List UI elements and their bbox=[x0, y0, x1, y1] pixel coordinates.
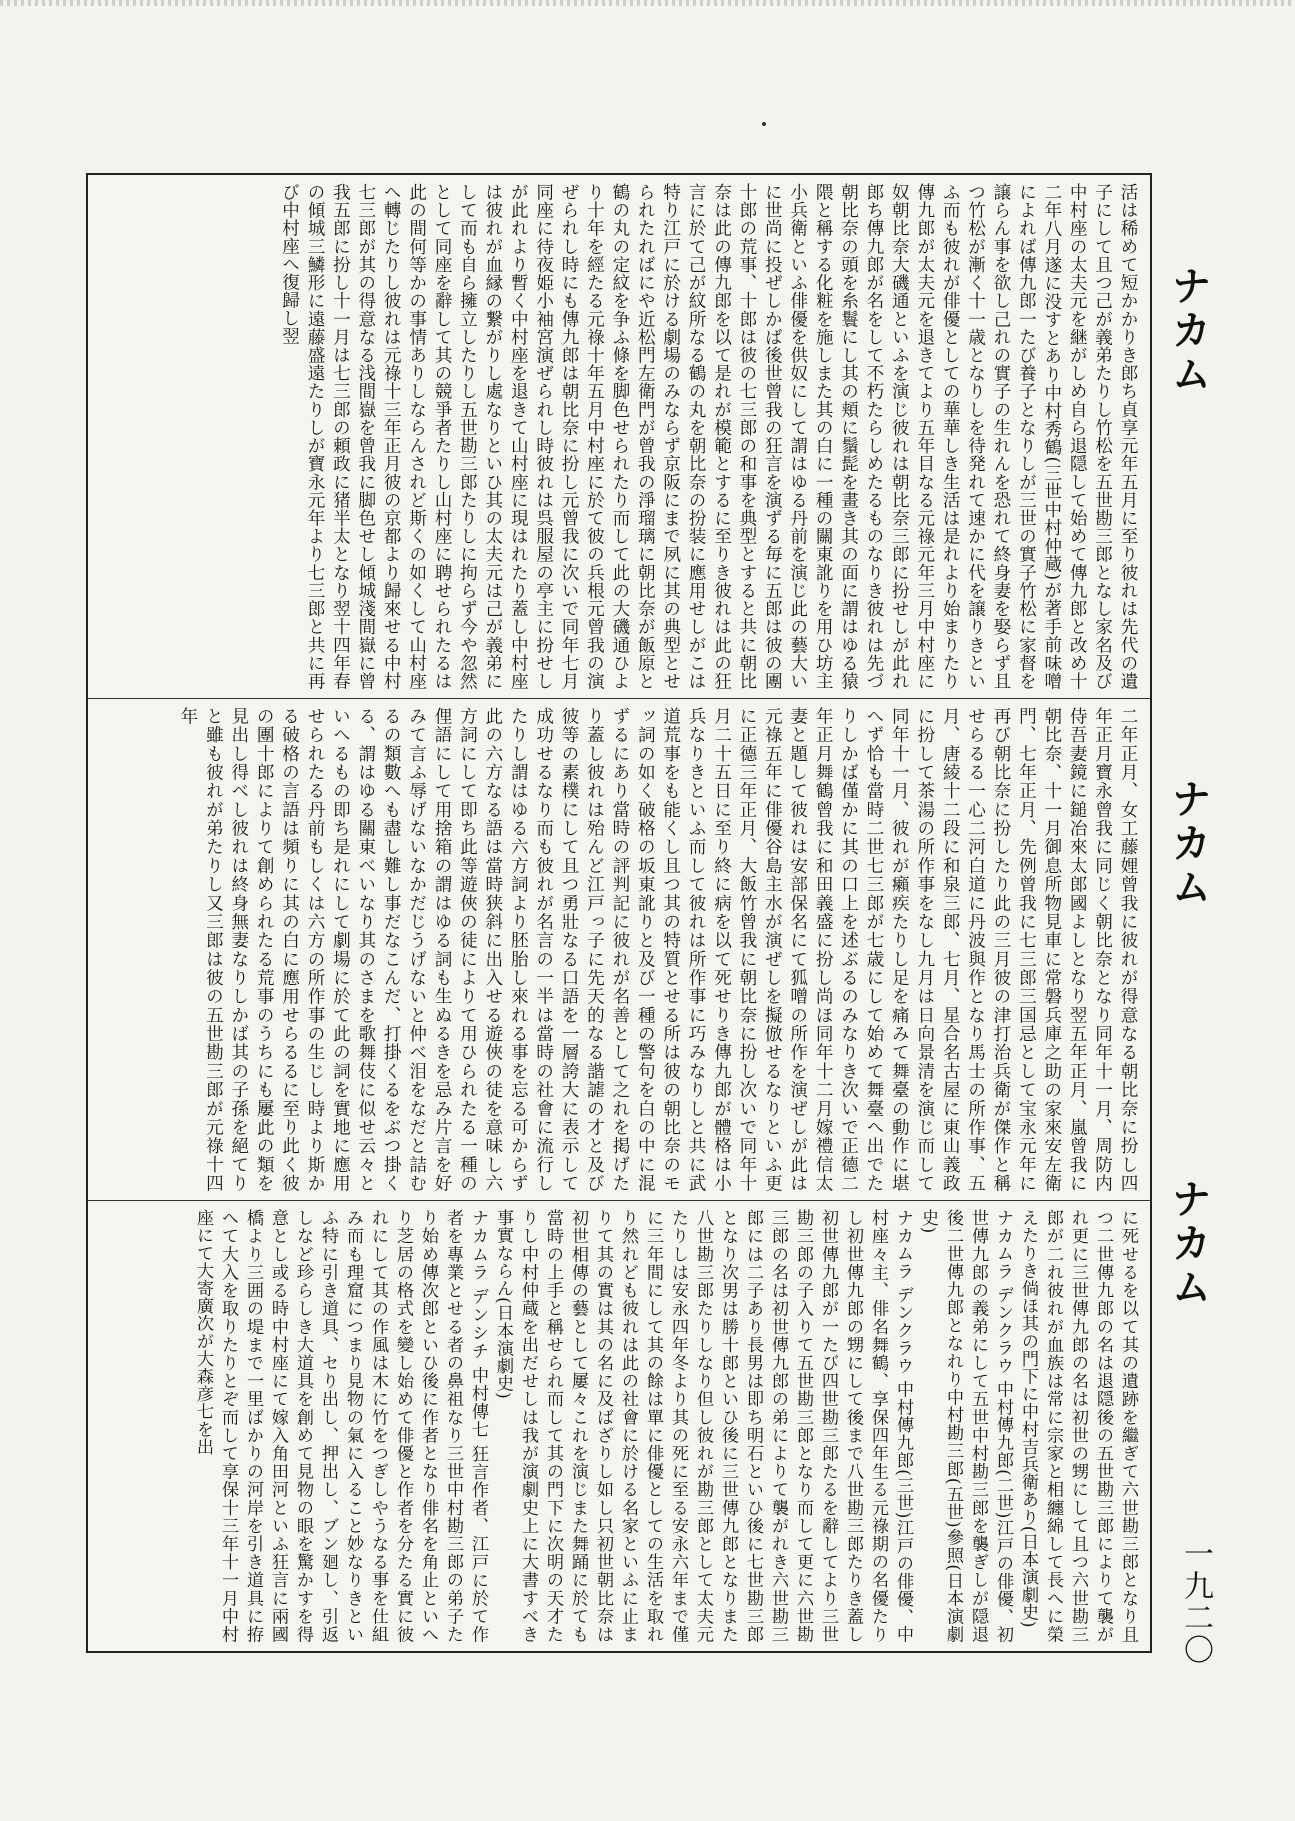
page-frame bbox=[86, 173, 1152, 1653]
running-head-label: ナカム bbox=[1165, 778, 1211, 910]
ink-dot bbox=[762, 122, 766, 126]
band-text: 活は稀めて短かかりき郎ち貞享元年五月に至り彼れは先代の遺子にして且つ己が義弟たりし竹松を五世勘三郎となし家名及び中村座の太夫元を継がしめ自ら退隠して始めて傳九郎と改め十二年八月遂に没すとあり中村秀鶴(三世中村仲蔵)が著手前味噌によれば傳九郎一たび養子となりしが三世の實子竹松に家督を譲らん事を欲し己れの實子の生れんを恐れて終身妻を娶らず且つ竹松が漸く十一歳となりしを待発れて速かに代を譲りきといふ而も彼れが俳優としての華華しき生活は是れより始まりたり傳九郎が太夫元を退きてより五年目なる元祿元年三月中村座に奴朝比奈大磯通といふを演じ彼れは朝比奈三郎に扮せしが此れ郎ち傳九郎が名をして不朽たらしめたるものなりき彼れは先づ朝比奈の頭を糸鬟にし其の頬に鬚髭を畫き其の面に謂はゆる猿隈と稱する化粧を施しまた其の白に一種の關東訛りを用ひ坊主小兵衛といふ俳優を供奴にして謂はゆる丹前を演じ此の藝大いに世尚に投ぜしかば後世曾我の狂言を演ずる毎に五郎は彼の團十郎の荒事、十郎は彼の七三郎の和事を典型とすると共に朝比奈は此の傳九郎を以て是れが模範とするに至りき彼れは此の狂言に於て己が紋所なる鶴の丸を朝比奈の扮装に應用せしがこは特り江戸に於ける劇場のみならず京阪にまで夙に其の典型とせられたればにや近松門左衛門が曾我の淨瑠璃に朝比奈が飯原と鶴の丸の定紋を争ふ條を脚色せられたり而して此の大磯通ひより十年を經たる元祿十年五月中村座に於て彼の兵根元曾我の演ぜられし時にも傳九郎は朝比奈に扮し元曾我に次いで同年七月同座に待夜姫小袖宮演ぜられし時彼れは呉服屋の亭主に扮せしが此れより暫く中村座を退きて山村座に現はれたり蓋し中村座は彼れが血縁の繋がりし處なりといひ其の太夫元は己が義弟にして而も自ら擁立したりし五世勘三郎たりしに拘らず今や忽然として同座を辭して其の競爭者たりし山村座に聘せられたるは此の間何等かの事情ありしならんされど斯くの如くして山村座へ轉じたりし彼れは元祿十三年正月彼の京都より歸來せる中村七三郎が其の得意なる浅間嶽を曾我に脚色せし傾城淺間嶽に曾我五郎に扮し十一月は七三郎の頼政に猪半太となり翌十四年春の傾城三鱗形に遠藤盛遠たりしが寶永元年より七三郎と共に再び中村座へ復歸し翌 bbox=[279, 183, 1138, 690]
band-text: 二年正月、女工藤娌曾我に彼れが得意なる朝比奈に扮し四年正月寶永曾我に同じく朝比奈となり同年十一月、周防内侍吾妻鏡に鎚冶來太郎國よしとなり翌五年正月、嵐曾我に朝比奈、十一月御息所物見車に常磐兵庫之助の家來安左衛門、七年正月、先例曾我に七三郎三国忌として宝永元年に再び朝比奈に扮したり此の三月彼の津打治兵衛が傑作と稱せらるる一心二河白道に丹波與作となり馬士の所作事、五月、唐綾十二段に和泉三郎、七月、星合名古屋に東山義政に扮して茶湯の所作事をなし九月は日向景清を演じ而して同年十一月、彼れが癩疾たりし足を痛みて舞臺の動作に堪へず恰も當時二世七三郎が七歳にして始めて舞臺へ出でたりしかば僅かに其の口上を述ぶるのみなりき次いで正德二年正月舞鶴曾我に和田義盛に扮し尚ほ同年十二月嫁禮信太妻と題して彼れは安部保名にて狐噌の所作を演ぜしが此は元祿五年に俳優谷島主水が演ぜしを擬倣せるなりといふ更に正德三年正月、大飯竹曾我に朝比奈に扮し次いで同年十月二十五日に至り終に病を以て死せりき傳九郎が體格は小兵なりきといふ而して彼れは所作事に巧みなりしと共に武道荒事をも能くし且つ其の特質とせる所は彼の朝比奈のモッ詞の如く破格の坂東訛りと及び一種の警句を白の中に混ずるにあり當時の評判記に彼れが名善として之れを掲げたり蓋し彼れは殆んど江戸っ子に先天的なる諧謔の才と及び彼等の素樸にして且つ勇壯なる口語を一層誇大に表示して成功せるなり而も彼れが名言の一半は當時の社會に流行したりし謂はゆる六方詞より胚胎し來れる事を忘る可からず此の六方なる語は當時狭斜に出入せる遊俠の徒を意味し六方詞にして即ち此等遊俠の徒によりて用ひられたる一種の俚語にして用捨箱の謂はゆる詞も生ぬるきを忌み片言を好みて言ふ辱げないなかだじうげないと仲べ泪をなだと詰むるの類數へも盡し難し事だなこんだ、打掛くるをぶつ掛くる、謂はゆる關東べいなり其のさまを歌舞伎に似せ云々といへるもの即ち是れにして劇場に於て此の詞を實地に應用せられたる丹前もしくは六方の所作事の生じし時より斯かる破格の言語は頻りに其の白に應用せらるるに至り此く彼の團十郎によりて創められたる荒事のうちにも屢此の類を見出し得べし彼れは終身無妻なりしかば其の子孫を絕てりと雖も彼れが弟たりし又三郎は彼の五世勘三郎が元祿十四年 bbox=[177, 707, 1138, 1192]
text-band-top bbox=[88, 175, 1150, 698]
text-band-middle bbox=[88, 698, 1150, 1200]
page-number: 一九二〇 bbox=[1178, 1538, 1213, 1666]
scan-edge bbox=[0, 0, 1295, 6]
running-head-label: ナカム bbox=[1165, 265, 1211, 397]
text-band-bottom bbox=[88, 1200, 1150, 1651]
band-text: に死せるを以て其の遺跡を繼ぎて六世勘三郎となり且つ二世傳九郎の名は退隠後の五世勘三郎によりて襲がれ更に三世傳九郎の名は初世の甥にして且つ六世勘三郎が二れ彼れが血族は常に宗家と相纏綿して長へに榮えたりき倘ほ其の門下に中村吉兵衛あり(日本演劇史) ナカムラ デンクラウ 中村傳九郎(二世)江戸の俳優、初世傳九郎の義弟にして五世中村勘三郎を襲ぎしが隠退後二世傳九郎となれり中村勘三郎(五世)參照(日本演劇史) ナカムラ デンクラウ 中村傳九郎(三世)江戸の俳優、中村座々主、俳名舞鶴、享保四年生る元祿期の名優たりし初世傳九郎の甥にして後まで八世勘三郎たりき蓋し初世傳九郎が一たび四世勘三郎たるを辭してより三世勘三郎の子入りて五世勘三郎となり而して更に六世勘三郎の名は初世傳九郎の弟によりて襲がれき六世勘三郎には二子あり長男は即ち明石といひ後に七世勘三郎となり次男は勝十郎といひ後に三世傳九郎となりまた八世勘三郎たりしなり但し彼れが勘三郎として太夫元たりしは安永四年冬より其の死に至る安永六年まで僅に三年間にして其の餘は單に俳優としての生活を取れり然れども彼れは此の社會に於ける名家といふに止まりて其の實は其の名に及ばざりし如し只初世朝比奈は初世相傳の藝として屢々これを演じまた舞踊に於ても當時の上手と稱せられ而して其の門下に次明の天才たりし中村仲蔵を出だせしは我が演劇史上に大書すべき事實ならん(日本演劇史) ナカムラ デンシチ 中村傳七 狂言作者、江戸に於て作者を專業とせる者の鼻祖なり三世中村勘三郎の弟子たり始め傳次郎といひ後に作者となり俳名を角止といへり芝居の格式を變し始めて俳優と作者を分たる實に彼れにして其の作風は木に竹をつぎしやうなる事を仕組み而も理窟につまり見物の氣に入ること妙なりきといふ特に引き道具、セり出し、押出し、ブン廻し、引返しなど珍らしき大道具を創めて見物の眼を驚かすを得意とし或る時中村座にて嫁入角田河といふ狂言に兩國橋より三囲の堤まで一里ばかりの河岸を引き道具に拵へて大入を取りたりとぞ而して享保十三年十一月中村座にて大寄廣次が大森彦七を出 bbox=[193, 1209, 1138, 1643]
running-head-label: ナカム bbox=[1165, 1178, 1211, 1310]
